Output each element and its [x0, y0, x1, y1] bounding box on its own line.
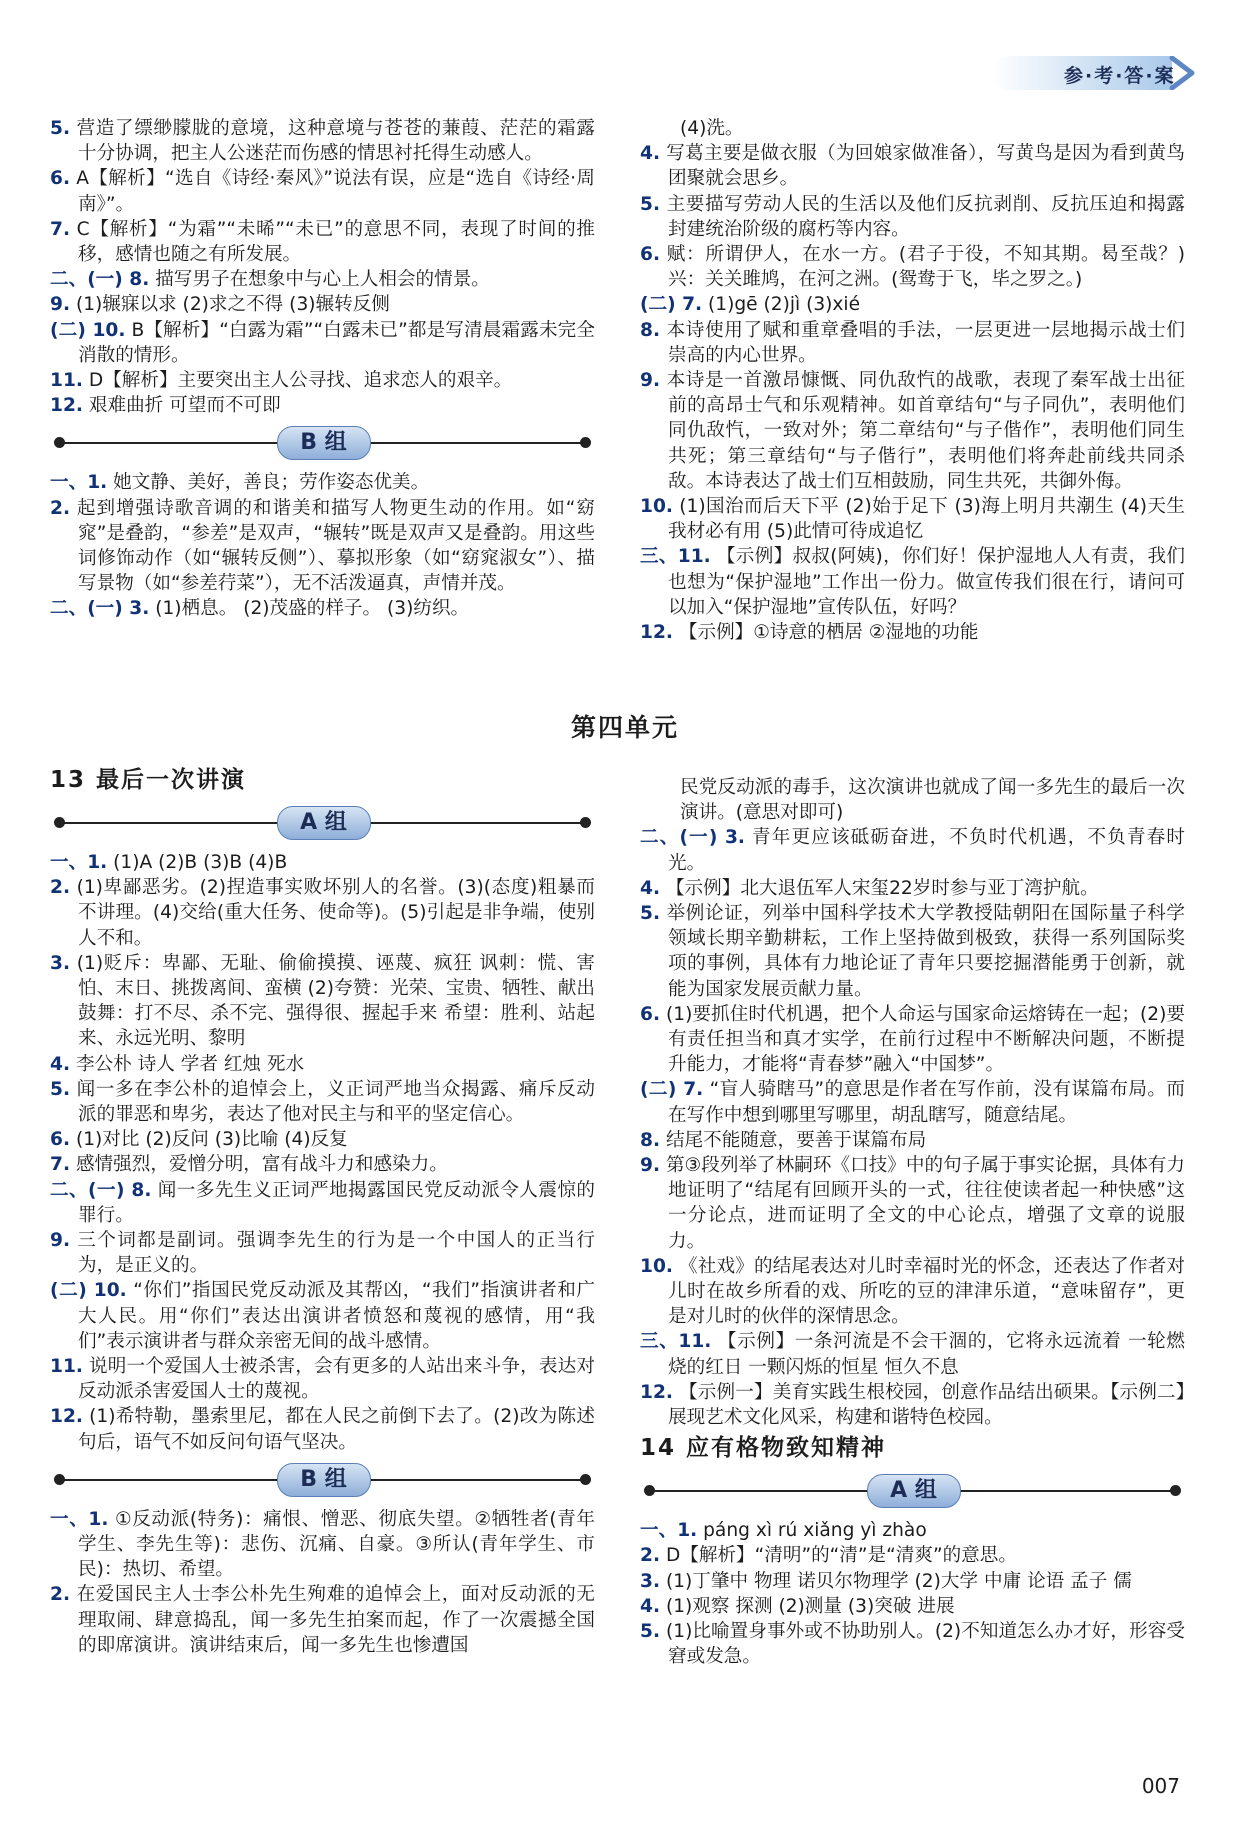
answer-text: 赋：所谓伊人，在水一方。(君子于役，不知其期。曷至哉？)兴：关关雎鸠，在河之洲。(鸳鸯于飞，毕之罗之。)	[666, 244, 1185, 291]
answer-text: 起到增强诗歌音调的和谐美和描写人物更生动的作用。如“窈窕”是叠韵，“参差”是双声，“辗转”既是双声又是叠韵。用这些词修饰动作（如“辗转反侧”）、摹拟形象（如“窈窕淑女”）、描写景物（如“参差荇菜”），无不活泼逼真，声情并茂。	[76, 497, 595, 595]
answer-item	[640, 1329, 1185, 1379]
answer-item	[50, 1278, 595, 1354]
answer-item	[640, 876, 1185, 901]
answer-item	[50, 850, 595, 875]
answer-text: 第③段列举了林嗣环《口技》中的句子属于事实论据，具体有力地证明了“结尾有回顾开头的一式，往往使读者起一种快感”这一分论点，进而证明了全文的中心论点，增强了文章的说服力。	[665, 1155, 1186, 1252]
answer-number: 一、1.	[640, 1520, 698, 1542]
answer-text: 【示例】一条河流是不会干涸的，它将永远流着 一轮燃烧的红日 一颗闪烁的恒星 恒久不息	[668, 1331, 1185, 1378]
answer-text: 三个词都是副词。强调李先生的行为是一个中国人的正当行为，是正义的。	[77, 1230, 595, 1277]
answer-number: 9.	[50, 294, 71, 316]
answer-text: “盲人骑瞎马”的意思是作者在写作前，没有谋篇布局。而在写作中想到哪里写哪里，胡乱瞎写，随意结尾。	[668, 1079, 1185, 1126]
answer-item	[640, 318, 1185, 368]
answer-item	[50, 1152, 595, 1177]
right-top-column	[640, 116, 1185, 645]
divider-dot	[580, 437, 591, 448]
answer-text: 《社戏》的结尾表达对儿时幸福时光的怀念，还表达了作者对儿时在故乡所看的戏、所吃的豆的津津乐道，“意味留存”，更是对儿时的伙伴的深情思念。	[668, 1255, 1185, 1328]
answer-number: 一、1.	[50, 852, 108, 873]
answer-number: (二) 7.	[640, 294, 703, 316]
answer-number: 9.	[640, 370, 661, 392]
answer-item	[50, 318, 595, 368]
answer-number: 3.	[640, 1570, 661, 1592]
answer-list-right-bottom	[640, 775, 1185, 1430]
answer-item	[50, 1582, 595, 1658]
answer-text: B【解析】“白露为霜”“白露未已”都是写清晨霜露未完全消散的情形。	[78, 319, 595, 366]
answer-number: 二、(一) 3.	[640, 827, 745, 849]
answer-text: 营造了缥缈朦胧的意境，这种意境与苍苍的蒹葭、茫茫的霜露十分协调，把主人公迷茫而伤感的情思衬托得生动感人。	[76, 118, 595, 165]
left-top-column	[50, 116, 595, 622]
answer-text: 【示例】北大退伍军人宋玺22岁时参与亚丁湾护航。	[665, 877, 1099, 899]
answer-item	[640, 1077, 1185, 1127]
answer-item	[50, 1404, 595, 1454]
answer-item	[640, 1569, 1185, 1594]
answer-text: (1)A (2)B (3)B (4)B	[113, 852, 288, 873]
answer-text: (4)洗。	[680, 118, 744, 139]
answer-item	[50, 368, 595, 393]
answer-text: D【解析】“清明”的“清”是“清爽”的意思。	[665, 1545, 1017, 1567]
answer-number: 5.	[640, 193, 661, 215]
answer-number: 10.	[640, 496, 673, 518]
answer-number: 12.	[640, 1381, 673, 1403]
answer-item	[50, 116, 595, 166]
answer-number: 4.	[640, 143, 661, 165]
answer-text: (1)希特勒，墨索里尼，都在人民之前倒下去了。(2)改为陈述句后，语气不如反问句语气坚决。	[78, 1406, 595, 1453]
answer-item	[50, 393, 595, 418]
answer-item	[640, 620, 1185, 645]
answer-item	[50, 1052, 595, 1077]
answer-text: 【示例一】美育实践生根校园，创意作品结出硕果。【示例二】展现艺术文化风采，构建和谐特色校园。	[668, 1381, 1185, 1429]
answer-number: 6.	[640, 244, 661, 266]
answer-item	[640, 544, 1185, 620]
answer-text: 艰难曲折 可望而不可即	[88, 395, 281, 417]
answer-number: 一、1.	[50, 1508, 109, 1530]
answer-number: (二) 10.	[50, 319, 126, 341]
answer-text: 【示例】叔叔(阿姨)，你们好！保护湿地人人有责，我们也想为“保护湿地”工作出一份力。做宣传我们很在行，请问可以加入“保护湿地”宣传队伍，好吗？	[668, 546, 1185, 618]
answer-number: 二、(一) 3.	[50, 598, 150, 620]
answer-item	[50, 875, 595, 951]
answer-text: 在爱国民主人士李公朴先生殉难的追悼会上，面对反动派的无理取闹、肆意捣乱，闻一多先生拍案而起，作了一次震撼全国的即席演讲。演讲结束后，闻一多先生也惨遭国	[76, 1584, 595, 1656]
group-b-label: B 组	[277, 426, 371, 460]
answer-item	[50, 217, 595, 267]
chevron-right-icon	[1158, 56, 1208, 90]
answer-item	[50, 292, 595, 317]
answer-number: 2.	[50, 497, 71, 519]
answer-number: 4.	[640, 877, 661, 899]
answer-text: (1)贬斥：卑鄙、无耻、偷偷摸摸、诬蔑、疯狂 讽刺：慌、害怕、末日、挑拨离间、蛮横 (2)夸赞：光荣、宝贵、牺牲、献出 鼓舞：打不尽、杀不完、强得很、握起手来 希望：胜利、站起来、永远光明、黎明	[76, 952, 595, 1050]
divider-dot	[1170, 1485, 1181, 1496]
answer-text: 【示例】①诗意的栖居 ②湿地的功能	[678, 622, 979, 644]
group-a-label: A 组	[277, 806, 371, 840]
answer-text: 她文静、美好，善良；劳作姿态优美。	[113, 472, 430, 494]
group-b-divider	[50, 422, 595, 464]
answer-item	[640, 1380, 1185, 1430]
group-a-label: A 组	[867, 1474, 961, 1508]
unit-title: 第四单元	[570, 713, 679, 742]
answer-list-left-top-b	[50, 470, 595, 621]
answer-text: (1)卑鄙恶劣。(2)捏造事实败坏别人的名誉。(3)(态度)粗暴而不讲理。(4)交给(重大任务、使命等)。(5)引起是非争端，使别人不和。	[76, 877, 595, 949]
answer-item	[50, 596, 595, 621]
answer-number: 2.	[640, 1545, 661, 1567]
answer-item	[50, 1127, 595, 1152]
answer-number: 2.	[50, 877, 71, 899]
answer-text: 感情强烈，爱憎分明，富有战斗力和感染力。	[75, 1154, 448, 1176]
answer-text: ①反动派(特务)：痛恨、憎恶、彻底失望。②牺牲者(青年学生、李先生等)：悲伤、沉痛、自豪。③所认(青年学生、市民)：热切、希望。	[78, 1508, 595, 1581]
answer-text: 主要描写劳动人民的生活以及他们反抗剥削、反抗压迫和揭露封建统治阶级的腐朽等内容。	[666, 193, 1185, 240]
answer-number: 一、1.	[50, 472, 108, 494]
answer-text: 说明一个爱国人士被杀害，会有更多的人站出来斗争，表达对反动派杀害爱国人士的蔑视。	[78, 1356, 595, 1403]
answer-text: D【解析】主要突出主人公寻找、追求恋人的艰辛。	[88, 370, 513, 392]
answer-item	[50, 496, 595, 597]
answer-list-right-bottom-a	[640, 1518, 1185, 1669]
answer-number: 11.	[50, 370, 83, 392]
answer-item	[50, 470, 595, 495]
answer-number: 二、(一) 8.	[50, 1179, 152, 1201]
answer-number: 9.	[50, 1230, 71, 1252]
answer-number: 11.	[50, 1356, 83, 1378]
answer-text: 闻一多先生义正词严地揭露国民党反动派令人震惊的罪行。	[78, 1179, 595, 1226]
answer-text: 本诗是一首激昂慷慨、同仇敌忾的战歌，表现了秦军战士出征前的高昂士气和乐观精神。如首章结句“与子同仇”，表明他们同仇敌忾，一致对外；第二章结句“与子偕作”，表明他们同生共死；第三章结句“与子偕行”，表明他们将奔赴前线共同杀敌。本诗表达了战士们互相鼓励，同生共死，共御外侮。	[666, 370, 1185, 492]
group-b-label: B 组	[277, 1463, 371, 1497]
answer-text: 描写男子在想象中与心上人相会的情景。	[155, 269, 490, 291]
answer-text: (1)辗寐以求 (2)求之不得 (3)辗转反侧	[75, 294, 390, 316]
answer-text: A【解析】“选自《诗经·秦风》”说法有误，应是“选自《诗经·周南》”。	[76, 168, 596, 215]
answer-item	[640, 141, 1185, 191]
answer-item	[640, 368, 1185, 494]
answer-number: 3.	[50, 952, 71, 974]
answer-item	[50, 267, 595, 292]
answer-text: (1)观察 探测 (2)测量 (3)突破 进展	[665, 1595, 955, 1617]
answer-text: 李公朴 诗人 学者 红烛 死水	[75, 1053, 305, 1075]
answer-text: (1)栖息。 (2)茂盛的样子。 (3)纺织。	[155, 598, 470, 620]
right-bottom-column	[640, 775, 1185, 1670]
left-bottom-column	[50, 762, 595, 1658]
answer-text: 写葛主要是做衣服（为回娘家做准备），写黄鸟是因为看到黄鸟团聚就会思乡。	[666, 143, 1185, 190]
answer-text: 举例论证，列举中国科学技术大学教授陆朝阳在国际量子科学领域长期辛勤耕耘，工作上坚持做到极致，获得一系列国际奖项的事例，具体有力地论证了青年只要挖掘潜能勇于创新，就能为国家发展贡献力量。	[666, 903, 1185, 1000]
answer-item	[50, 1077, 595, 1127]
group-a-divider	[640, 1470, 1185, 1512]
answer-text: 民党反动派的毒手，这次演讲也就成了闻一多先生的最后一次演讲。(意思对即可)	[680, 777, 1185, 824]
answer-item	[640, 1594, 1185, 1619]
answer-number: 6.	[640, 1003, 661, 1025]
answer-key-tag	[992, 56, 1208, 90]
answer-list-right-top	[640, 116, 1185, 645]
answer-text: 结尾不能随意，要善于谋篇布局	[665, 1129, 927, 1151]
answer-item	[50, 166, 595, 216]
answer-item	[640, 825, 1185, 875]
answer-item	[640, 1543, 1185, 1568]
answer-item	[640, 242, 1185, 292]
answer-item	[640, 775, 1185, 825]
answer-item	[50, 951, 595, 1052]
answer-item	[50, 1228, 595, 1278]
answer-number: 12.	[50, 395, 83, 417]
answer-text: (1)gē (2)jì (3)xié	[708, 294, 861, 316]
answer-text: “你们”指国民党反动派及其帮凶，“我们”指演讲者和广大人民。用“你们”表达出演讲者愤怒和蔑视的感情，用“我们”表示演讲者与群众亲密无间的战斗感情。	[78, 1280, 595, 1352]
group-a-divider	[50, 802, 595, 844]
answer-list-left-bottom-b	[50, 1507, 595, 1658]
divider-dot	[54, 817, 65, 828]
answer-text: (1)要抓住时代机遇，把个人命运与国家命运熔铸在一起；(2)要有责任担当和真才实学，在前行过程中不断解决问题，不断提升能力，才能将“青春梦”融入“中国梦”。	[666, 1003, 1185, 1076]
answer-text: (1)国治而后天下平 (2)始于足下 (3)海上明月共潮生 (4)天生我材必有用 (5)此情可待成追忆	[668, 496, 1185, 543]
answer-item	[50, 1354, 595, 1404]
answer-number: 6.	[50, 168, 71, 190]
tag-label: 参·考·答·案	[1064, 65, 1176, 87]
answer-number: 三、11.	[640, 546, 711, 568]
answer-item	[640, 901, 1185, 1002]
divider-dot	[644, 1485, 655, 1496]
answer-number: 4.	[50, 1053, 71, 1075]
answer-number: 二、(一) 8.	[50, 269, 150, 291]
answer-text: (1)比喻置身事外或不协助别人。(2)不知道怎么办才好，形容受窘或发急。	[665, 1621, 1185, 1668]
answer-number: 5.	[50, 1078, 71, 1100]
answer-number: 7.	[50, 1154, 71, 1176]
answer-number: 5.	[640, 903, 661, 925]
divider-dot	[54, 1474, 65, 1485]
answer-item	[50, 1178, 595, 1228]
answer-number: 4.	[640, 1595, 661, 1617]
page-number: 007	[1141, 1774, 1180, 1798]
answer-list-left-top	[50, 116, 595, 418]
answer-item	[640, 1128, 1185, 1153]
answer-text: páng xì rú xiǎng yì zhào	[703, 1520, 927, 1542]
divider-dot	[580, 817, 591, 828]
answer-number: 10.	[640, 1255, 673, 1277]
divider-dot	[580, 1474, 591, 1485]
answer-number: 6.	[50, 1129, 71, 1151]
answer-list-left-bottom-a	[50, 850, 595, 1455]
answer-item	[640, 192, 1185, 242]
answer-text: (1)对比 (2)反问 (3)比喻 (4)反复	[75, 1129, 348, 1151]
answer-number: 8.	[640, 1129, 661, 1151]
answer-item	[640, 1002, 1185, 1078]
answer-item	[640, 1619, 1185, 1669]
answer-text: 闻一多在李公朴的追悼会上，义正词严地当众揭露、痛斥反动派的罪恶和卑劣，表达了他对民主与和平的坚定信心。	[76, 1078, 595, 1126]
answer-text: 青年更应该砥砺奋进，不负时代机遇，不负青春时光。	[668, 827, 1185, 874]
answer-number: 2.	[50, 1584, 71, 1606]
answer-number: 7.	[50, 218, 71, 240]
answer-item	[640, 116, 1185, 141]
answer-item	[640, 292, 1185, 317]
answer-item	[50, 1507, 595, 1583]
answer-text: (1)丁肇中 物理 诺贝尔物理学 (2)大学 中庸 论语 孟子 儒	[665, 1570, 1132, 1592]
answer-number: 8.	[640, 319, 661, 341]
answer-number: 三、11.	[640, 1331, 712, 1353]
answer-item	[640, 494, 1185, 544]
group-b-divider	[50, 1459, 595, 1501]
lesson-13-title: 13 最后一次讲演	[50, 767, 247, 793]
answer-number: 12.	[640, 622, 673, 644]
answer-item	[640, 1254, 1185, 1330]
lesson-14-title: 14 应有格物致知精神	[640, 1435, 887, 1462]
answer-number: 9.	[640, 1155, 661, 1177]
answer-number: 12.	[50, 1406, 83, 1428]
answer-item	[640, 1518, 1185, 1543]
answer-number: (二) 7.	[640, 1079, 704, 1101]
answer-number: 5.	[50, 118, 71, 139]
answer-item	[640, 1153, 1185, 1254]
divider-dot	[54, 437, 65, 448]
answer-number: (二) 10.	[50, 1280, 127, 1302]
answer-number: 5.	[640, 1621, 661, 1643]
answer-text: 本诗使用了赋和重章叠唱的手法，一层更进一层地揭示战士们崇高的内心世界。	[666, 319, 1185, 366]
answer-text: C【解析】“为霜”“未晞”“未已”的意思不同，表现了时间的推移，感情也随之有所发展。	[76, 218, 595, 266]
